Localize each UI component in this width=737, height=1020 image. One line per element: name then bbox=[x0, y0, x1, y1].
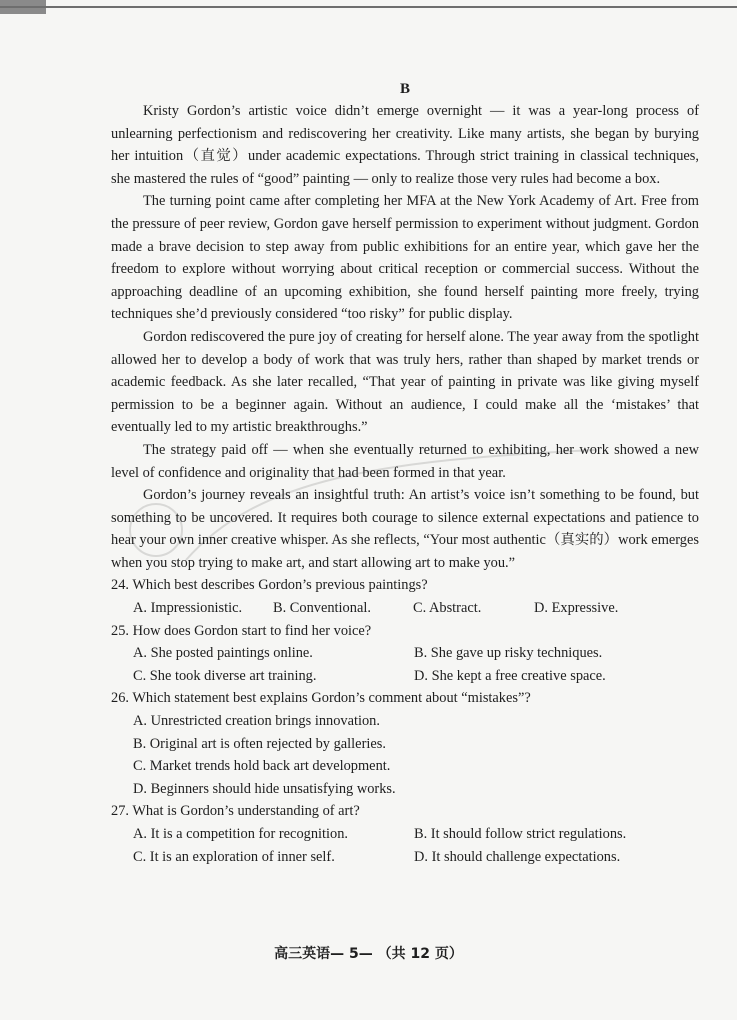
options-row bbox=[111, 597, 699, 620]
passage-paragraph: Kristy Gordon’s artistic voice didn’t emerge overnight — it was a year-long process of unlearning perfectionism and rediscovering her creativity. Like many artists, she began by burying her intuition（直觉）under academic expectations. Through strict training in classical techniques, she mastered the rules of “good” painting — only to realize those very rules had become a box. bbox=[111, 103, 699, 187]
passage-paragraph: Gordon rediscovered the pure joy of creating for herself alone. The year away from the spotlight allowed her to develop a body of work that was truly hers, rather than shaped by market trends or academic feedback. As she later recalled, “That year of painting in private was like giving myself permission to be a beginner again. Without an audience, I could make all the ‘mistakes’ that eventually led to my artistic breakthroughs.” bbox=[111, 328, 699, 436]
option-c: C. Abstract. bbox=[413, 600, 482, 617]
question-25 bbox=[111, 620, 699, 688]
passage-paragraph: The strategy paid off — when she eventually returned to exhibiting, her work showed a new level of confidence and originality that had been formed in that year. bbox=[111, 441, 699, 481]
option-a: A. It is a competition for recognition. bbox=[133, 826, 349, 842]
option-c: C. Market trends hold back art development. bbox=[133, 758, 391, 775]
option-a: A. Impressionistic. bbox=[133, 600, 243, 617]
options-row bbox=[111, 823, 699, 846]
option-d: D. She kept a free creative space. bbox=[414, 667, 606, 684]
option-d: D. It should challenge expectations. bbox=[414, 848, 621, 865]
option-c: C. She took diverse art training. bbox=[133, 667, 317, 684]
question-stem: 24. Which best describes Gordon’s previous paintings? bbox=[111, 577, 428, 594]
option-b: B. Conventional. bbox=[273, 600, 371, 617]
question-24 bbox=[111, 574, 699, 619]
options-row bbox=[111, 665, 699, 688]
top-border-line bbox=[0, 6, 737, 8]
option-d: D. Expressive. bbox=[534, 600, 619, 617]
section-title: B bbox=[399, 81, 410, 97]
page-footer: 高三英语— 5— （共 12 页） bbox=[274, 946, 463, 962]
question-26 bbox=[111, 687, 699, 800]
option-a: A. Unrestricted creation brings innovation. bbox=[133, 713, 380, 730]
question-stem: 25. How does Gordon start to find her voice? bbox=[111, 622, 372, 639]
option-d: D. Beginners should hide unsatisfying works. bbox=[133, 780, 396, 797]
options-row bbox=[111, 846, 699, 869]
question-stem: 26. Which statement best explains Gordon’s comment about “mistakes”? bbox=[111, 690, 531, 707]
exam-page bbox=[111, 78, 699, 868]
question-stem: 27. What is Gordon’s understanding of art? bbox=[111, 803, 360, 820]
options-row bbox=[111, 642, 699, 665]
question-27 bbox=[111, 800, 699, 868]
option-b: B. Original art is often rejected by galleries. bbox=[133, 735, 386, 752]
option-c: C. It is an exploration of inner self. bbox=[133, 848, 335, 865]
option-b: B. It should follow strict regulations. bbox=[414, 826, 627, 842]
passage-paragraph: Gordon’s journey reveals an insightful truth: An artist’s voice isn’t something to be found, but something to be uncovered. It requires both courage to silence external expectations and patience to hear your own inner creative whisper. As she reflects, “Your most authentic（真实的）work emerges when you stop trying to make art, and start allowing art to make you.” bbox=[111, 487, 699, 571]
option-b: B. She gave up risky techniques. bbox=[414, 645, 603, 662]
passage-paragraph: The turning point came after completing her MFA at the New York Academy of Art. Free from the pressure of peer review, Gordon gave herself permission to experiment without judgment. Gordon made a brave decision to step away from public exhibitions for an entire year, which gave her the freedom to explore without worrying about critical reception or commercial success. Without the approaching deadline of an upcoming exhibition, she found herself painting more freely, trying techniques she’d previously considered “too risky” for public display. bbox=[111, 193, 699, 323]
option-a: A. She posted paintings online. bbox=[133, 645, 313, 662]
